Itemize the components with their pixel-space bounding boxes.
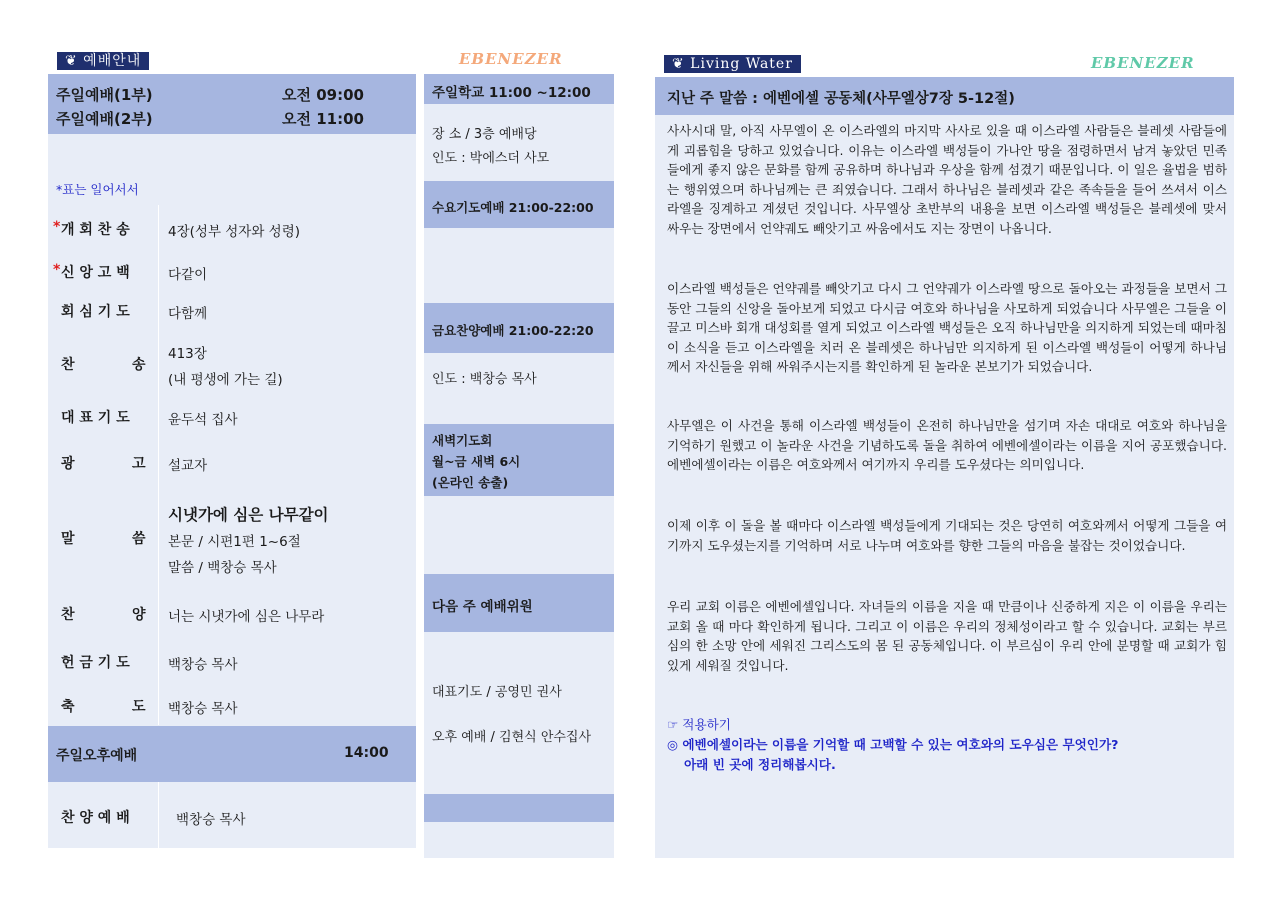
service-2-name: 주일예배(2부): [56, 110, 153, 128]
sermon-heading: 지난 주 말씀 : 에벤에셀 공동체(사무엘상7장 5-12절): [667, 91, 1015, 107]
order-label-repentance-prayer: 회 심 기 도: [61, 304, 130, 320]
right-section-tag: ❦ Living Water: [664, 55, 801, 73]
order-value-creed: 다같이: [168, 267, 208, 283]
next-week-prayer: 대표기도 / 공영민 권사: [432, 685, 562, 700]
next-week-afternoon: 오후 예배 / 김현식 안수집사: [432, 730, 592, 745]
order-value-offering-prayer: 백창승 목사: [168, 657, 238, 673]
apply-title: ☞ 적용하기: [667, 717, 731, 732]
article-paragraph-2: 이스라엘 백성들은 언약궤를 빼앗기고 다시 그 언약궤가 이스라엘 땅으로 돌아오는 과정들을 보면서 그동안 그들의 신앙을 돌아보게 되었고 다시금 여호와 하나님을 사모하게 되었습니다 사무엘은 그들을 이끌고 미스바 회개 대성회를 열게 되었고 이스라엘 백성들은 오직 하나님만을 의지하게 되었는데 때마침 이 소식을 듣고 이스라엘을 치러 온 블레셋은 하나님만 의지하게 된 이스라엘 백성들이 어떻게 하나님께서 자신들을 위해 싸워주시는지를 확인하게 된 놀라운 본보기가 되었습니다.: [667, 281, 1227, 374]
wednesday-title: 수요기도예배 21:00-22:00: [432, 200, 594, 215]
praise-service-value: 백창승 목사: [176, 812, 246, 828]
bottom-band: [424, 794, 614, 822]
order-label-sermon-b: 씀: [132, 531, 146, 547]
order-label-opening-hymn: 개 회 찬 송: [61, 222, 130, 238]
order-value-benediction: 백창승 목사: [168, 701, 238, 717]
sunday-school-title: 주일학교 11:00 ~12:00: [432, 85, 591, 101]
column-divider-bottom: [158, 782, 159, 848]
dawn-prayer-online: (온라인 송출): [432, 475, 509, 490]
order-label-offering-prayer: 헌 금 기 도: [61, 655, 130, 671]
order-label-praise-b: 양: [132, 607, 146, 623]
article-paragraph-4: 이제 이후 이 돌을 볼 때마다 이스라엘 백성들에게 기대되는 것은 당연히 여호와께서 어떻게 그들을 여기까지 도우셨는지를 기억하며 서로 나누며 여호와를 향한 그들의 마음을 불잡는 것이었습니다.: [667, 518, 1227, 553]
order-label-hymn-a: 찬: [61, 357, 75, 373]
dawn-prayer-time: 월~금 새벽 6시: [432, 454, 521, 469]
article-paragraph-5: 우리 교회 이름은 에벤에셀입니다. 자녀들의 이름을 지을 때 만큼이나 신중하게 지은 이 이름을 우리는 교회 올 때 마다 확인하게 됩니다. 그리고 이 이름은 우리의 정체성이라고 할 수 있습니다. 교회는 부르심의 한 소망 안에 세워진 그리스도의 몸 된 공동체입니다. 이 부르심이 우리 안에 분명할 때 교회가 힘있게 세워질 것입니다.: [667, 599, 1227, 673]
sermon-preacher: 말씀 / 백창승 목사: [168, 560, 277, 576]
praise-service-label: 찬 양 예 배: [61, 810, 130, 826]
ebenezer-title-left: EBENEZER: [459, 50, 563, 68]
column-divider: [158, 205, 159, 725]
left-section-tag: ❦ 예배안내: [57, 52, 149, 70]
order-label-creed: 신 앙 고 백: [61, 265, 130, 281]
order-value-praise: 너는 시냇가에 심은 나무라: [168, 609, 325, 625]
order-value-announcement: 설교자: [168, 458, 208, 474]
service-2-time: 오전 11:00: [282, 110, 364, 128]
afternoon-service-name: 주일오후예배: [56, 748, 138, 764]
order-label-representative-prayer: 대 표 기 도: [61, 410, 130, 426]
order-value-representative-prayer: 윤두석 집사: [168, 412, 238, 428]
order-value-repentance-prayer: 다함께: [168, 306, 208, 322]
afternoon-service-time: 14:00: [344, 745, 389, 761]
service-1-name: 주일예배(1부): [56, 86, 153, 104]
apply-instruction: 아래 빈 곳에 정리해봅시다.: [684, 757, 836, 772]
order-label-announcement-a: 광: [61, 456, 75, 472]
ebenezer-title-right: EBENEZER: [1091, 54, 1195, 72]
order-label-announcement-b: 고: [132, 456, 146, 472]
apply-question: ◎ 에벤에셀이라는 이름을 기억할 때 고백할 수 있는 여호와의 도우심은 무엇인가?: [667, 737, 1119, 752]
sunday-school-leader: 인도 : 박에스더 사모: [432, 151, 550, 166]
order-label-benediction-b: 도: [132, 699, 146, 715]
next-week-title: 다음 주 예배위원: [432, 599, 533, 615]
star-marker: *: [53, 219, 61, 235]
service-1-time: 오전 09:00: [282, 86, 364, 104]
order-label-hymn-b: 송: [132, 357, 146, 373]
friday-leader: 인도 : 백창승 목사: [432, 372, 537, 387]
sermon-scripture: 본문 / 시편1편 1~6절: [168, 534, 301, 550]
order-value-hymn-title: (내 평생에 가는 길): [168, 372, 283, 388]
article-paragraph-1: 사사시대 말, 아직 사무엘이 온 이스라엘의 마지막 사사로 있을 때 이스라엘 사람들은 블레셋 사람들에게 괴롭힘을 당하고 있었습니다. 이유는 이스라엘 백성들이 가나안 땅을 점령하면서 남겨 놓았던 민족들에게 좋지 않은 문화를 함께 공유하며 하나님과 우상을 함께 섬겼기 때문입니다. 이 일은 율법을 범하는 행위였으며 하나님께는 큰 죄였습니다. 그래서 하나님은 블레셋과 같은 족속들을 들어 쓰셔서 이스라엘을 징계하고 계셨던 것입니다. 사무엘상 초반부의 내용을 보면 이스라엘 백성들은 블레셋에 맞서 싸우는 장면에서 언약궤도 빼앗기고 싸움에서도 지는 장면이 나옵니다.: [667, 123, 1227, 236]
dawn-prayer-title: 새벽기도회: [432, 433, 493, 448]
order-label-praise-a: 찬: [61, 607, 75, 623]
friday-title: 금요찬양예배 21:00-22:20: [432, 323, 594, 338]
order-label-sermon-a: 말: [61, 531, 75, 547]
sunday-school-place: 장 소 / 3층 예배당: [432, 127, 537, 142]
article-paragraph-3: 사무엘은 이 사건을 통해 이스라엘 백성들이 온전히 하나님만을 섬기며 자손 대대로 여호와 하나님을 기억하기 원했고 이 놀라운 사건을 기념하도록 돌을 취하여 에벤에셀이라는 이름을 지어 공포했습니다. 에벤에셀이라는 이름은 여호와께서 여기까지 우리를 도우셨다는 의미입니다.: [667, 418, 1227, 472]
sermon-title: 시냇가에 심은 나무같이: [168, 506, 329, 524]
standing-note: *표는 일어서서: [56, 182, 139, 197]
order-value-opening-hymn: 4장(성부 성자와 성령): [168, 224, 301, 240]
order-value-hymn-number: 413장: [168, 346, 207, 362]
star-marker: *: [53, 262, 61, 278]
order-label-benediction-a: 축: [61, 699, 75, 715]
